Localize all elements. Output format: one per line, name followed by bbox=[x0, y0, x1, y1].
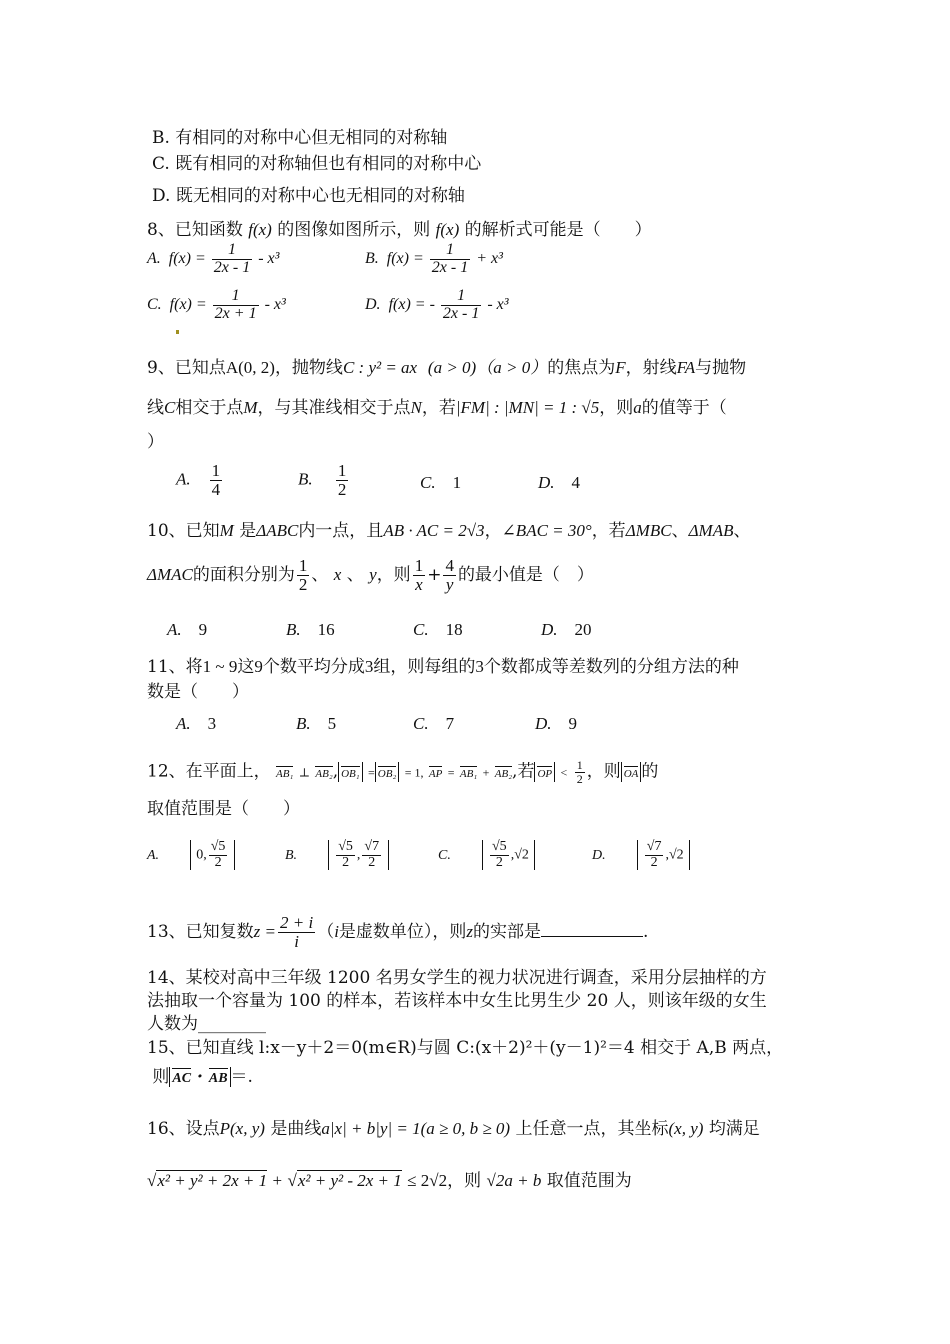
q15-line-2: 则 AC · AB ＝. bbox=[152, 1067, 253, 1087]
q12-option-b: B. $\frac{√5}{2}$ , $\frac{√7}{2}$ bbox=[285, 840, 389, 870]
q10-option-b: B. 16 bbox=[286, 620, 335, 639]
q7-option-b: B. 有相同的对称中心但无相同的对称轴 bbox=[152, 128, 448, 148]
q8-option-a: A. f(x) = $\frac{1}{2x - 1}$ - x³ bbox=[147, 241, 280, 276]
q11-option-d: D. 9 bbox=[535, 714, 578, 733]
q7-option-d: D. 既无相同的对称中心也无相同的对称轴 bbox=[152, 186, 465, 206]
stray-mark bbox=[176, 330, 179, 334]
q13-stem: 13、已知复数z = $\frac{2 + i}{i}$ （i是虚数单位），则z的实部是 . bbox=[147, 913, 649, 951]
q12-line-1: 12、在平面上， AB₁ ⊥ AB₂, OB₁ = OB₂ = 1, AP = AB₁ + AB₂,若 OP < $\frac{1}{2}$ ，则 OA 的 bbox=[147, 758, 659, 786]
q10-line-2: ΔMAC的面积分别为 $\frac{1}{2}$ 、 x 、 y，则 $\frac{1}{x}$ + $\frac{4}{y}$ 的最小值是（ ） bbox=[147, 556, 594, 594]
q15-line-1: 15、已知直线 l:x－y＋2＝0(m∈R)与圆 C:(x＋2)²＋(y－1)²＝4 相交于 A,B 两点， bbox=[147, 1038, 784, 1058]
q10-option-d: D. 20 bbox=[541, 620, 592, 639]
q11-option-a: A. 3 bbox=[176, 714, 217, 733]
q7-option-c: C. 既有相同的对称轴但也有相同的对称中心 bbox=[152, 154, 482, 174]
q8-option-c: C. f(x) = $\frac{1}{2x + 1}$ - x³ bbox=[147, 287, 286, 322]
q12-option-d: D. $\frac{√7}{2}$ ,√2 bbox=[592, 840, 690, 870]
q13-answer-blank[interactable] bbox=[541, 936, 643, 937]
q10-option-a: A. 9 bbox=[167, 620, 208, 639]
q9-option-a: A. $\frac{1}{4}$ bbox=[176, 461, 221, 499]
q12-line-2: 取值范围是（ ） bbox=[147, 799, 300, 819]
q8-stem: 8、已知函数 f(x) 的图像如图所示，则 f(x) 的解析式可能是（ ） bbox=[147, 220, 652, 240]
q14-line-2: 法抽取一个容量为 100 的样本，若该样本中女生比男生少 20 人，则该年级的女生 bbox=[147, 991, 767, 1011]
q10-line-1: 10、已知M 是ΔABC内一点，且AB · AC = 2√3，∠BAC = 30°，若ΔMBC、ΔMAB、 bbox=[147, 521, 751, 541]
q9-option-b: B. $\frac{1}{2}$ bbox=[298, 461, 347, 499]
q9-option-d: D. 4 bbox=[538, 473, 581, 492]
q11-line-2: 数是（ ） bbox=[147, 682, 249, 702]
q14-line-1: 14、某校对高中三年级 1200 名男女学生的视力状况进行调查，采用分层抽样的方 bbox=[147, 968, 767, 988]
q14-line-3: 人数为________ bbox=[147, 1014, 266, 1034]
q8-option-b: B. f(x) = $\frac{1}{2x - 1}$ + x³ bbox=[365, 241, 503, 276]
q11-option-b: B. 5 bbox=[296, 714, 337, 733]
q9-line-3: ） bbox=[147, 432, 164, 452]
q16-line-1: 16、设点P(x, y) 是曲线a|x| + b|y| = 1(a ≥ 0, b ≥ 0) 上任意一点，其坐标(x, y) 均满足 bbox=[147, 1119, 760, 1139]
q16-line-2: √x² + y² + 2x + 1 + √x² + y² - 2x + 1 ≤ 2√2，则 √2a + b 取值范围为 bbox=[147, 1171, 632, 1191]
q12-option-c: C. $\frac{√5}{2}$ ,√2 bbox=[438, 840, 535, 870]
q11-line-1: 11、将1 ~ 9这9个数平均分成3组，则每组的3个数都成等差数列的分组方法的种 bbox=[147, 657, 739, 677]
q9-option-c: C. 1 bbox=[420, 473, 462, 492]
q8-option-d: D. f(x) = - $\frac{1}{2x - 1}$ - x³ bbox=[365, 287, 509, 322]
q10-option-c: C. 18 bbox=[413, 620, 463, 639]
q9-line-1: 9、已知点A(0, 2)，抛物线C : y² = ax (a > 0)（a > 0）的焦点为F，射线FA与抛物 bbox=[147, 358, 747, 378]
q11-option-c: C. 7 bbox=[413, 714, 455, 733]
q12-option-a: A. 0, $\frac{√5}{2}$ bbox=[147, 840, 235, 870]
q9-line-2: 线C相交于点M，与其准线相交于点N，若|FM| : |MN| = 1 : √5，则a的值等于（ bbox=[147, 398, 727, 418]
